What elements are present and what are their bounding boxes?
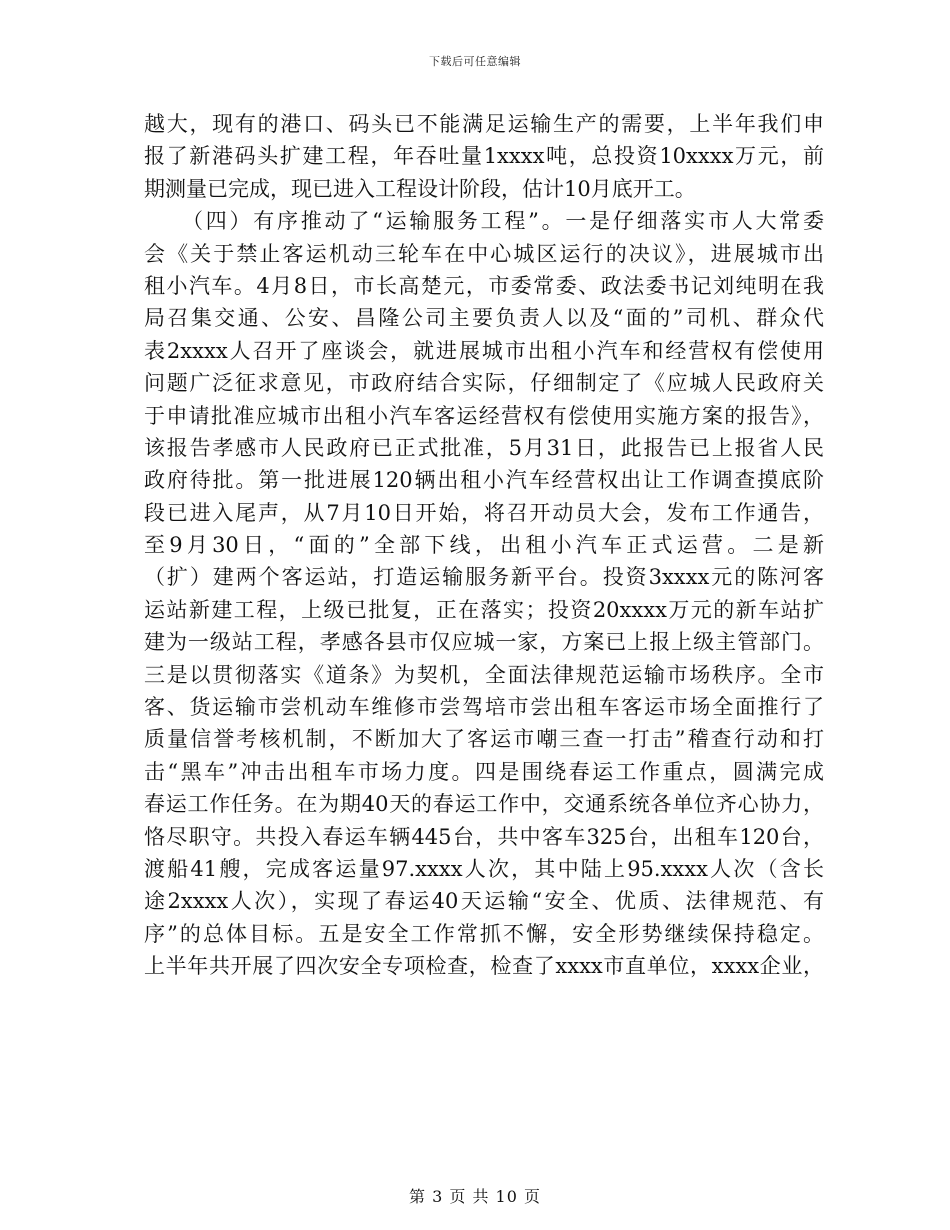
text-line: 问题广泛征求意见，市政府结合实际，仔细制定了《应城人民政府关 [144, 371, 824, 396]
paragraph-start-line: （四）有序推动了“运输服务工程”。一是仔细落实市人大常委 [182, 209, 824, 234]
text-line: 三是以贯彻落实《道条》为契机，全面法律规范运输市场秩序。全市 [144, 662, 824, 687]
text-line: 段已进入尾声，从7月10日开始，将召开动员大会，发布工作通告， [144, 500, 824, 525]
text-line: 运站新建工程，上级已批复，正在落实；投资20xxxx万元的新车站扩 [144, 597, 824, 622]
text-line: 租小汽车。4月8日，市长高楚元，市委常委、政法委书记刘纯明在我 [144, 273, 824, 298]
text-line: 表2xxxx人召开了座谈会，就进展城市出租小汽车和经营权有偿使用 [144, 338, 824, 363]
text-line: 质量信誉考核机制，不断加大了客运市嘲三查一打击”稽查行动和打 [144, 727, 824, 752]
text-line: 期测量已完成，现已进入工程设计阶段，估计10月底开工。 [144, 176, 696, 201]
text-line: 途2xxxx人次），实现了春运40天运输“安全、优质、法律规范、有 [144, 889, 824, 914]
text-line: 报了新港码头扩建工程，年吞吐量1xxxx吨，总投资10xxxx万元，前 [144, 144, 824, 169]
page-number-footer: 第 3 页 共 10 页 [409, 1187, 541, 1206]
text-line: 上半年共开展了四次安全专项检查，检查了xxxx市直单位，xxxx企业， [144, 954, 824, 979]
text-line: 恪尽职守。共投入春运车辆445台，共中客车325台，出租车120台， [144, 824, 824, 849]
text-line: 客、货运输市尝机动车维修市尝驾培市尝出租车客运市场全面推行了 [144, 695, 824, 720]
text-line: 春运工作任务。在为期40天的春运工作中，交通系统各单位齐心协力， [144, 792, 824, 817]
text-line: 序”的总体目标。五是安全工作常抓不懈，安全形势继续保持稳定。 [144, 921, 824, 946]
text-line: 局召集交通、公安、昌隆公司主要负责人以及“面的”司机、群众代 [144, 306, 824, 331]
text-line: 该报告孝感市人民政府已正式批准，5月31日，此报告已上报省人民 [144, 435, 824, 460]
text-line: 政府待批。第一批进展120辆出租小汽车经营权出让工作调查摸底阶 [144, 468, 824, 493]
text-line: 会《关于禁止客运机动三轮车在中心城区运行的决议》，进展城市出 [144, 241, 824, 266]
text-line: 越大，现有的港口、码头已不能满足运输生产的需要，上半年我们申 [144, 112, 824, 136]
text-line: 于申请批准应城市出租小汽车客运经营权有偿使用实施方案的报告》， [144, 403, 824, 428]
page-header: 下载后可任意编辑 [429, 55, 521, 68]
text-line: 至9月30日，“面的”全部下线，出租小汽车正式运营。二是新 [144, 533, 824, 558]
text-line: 击“黑车”冲击出租车市场力度。四是围绕春运工作重点，圆满完成 [144, 759, 824, 784]
text-line: （扩）建两个客运站，打造运输服务新平台。投资3xxxx元的陈河客 [144, 565, 824, 590]
body-text [144, 108, 824, 983]
text-line: 建为一级站工程，孝感各县市仅应城一家，方案已上报上级主管部门。 [144, 630, 824, 655]
text-line: 渡船41艘，完成客运量97.xxxx人次，其中陆上95.xxxx人次（含长 [144, 856, 824, 881]
